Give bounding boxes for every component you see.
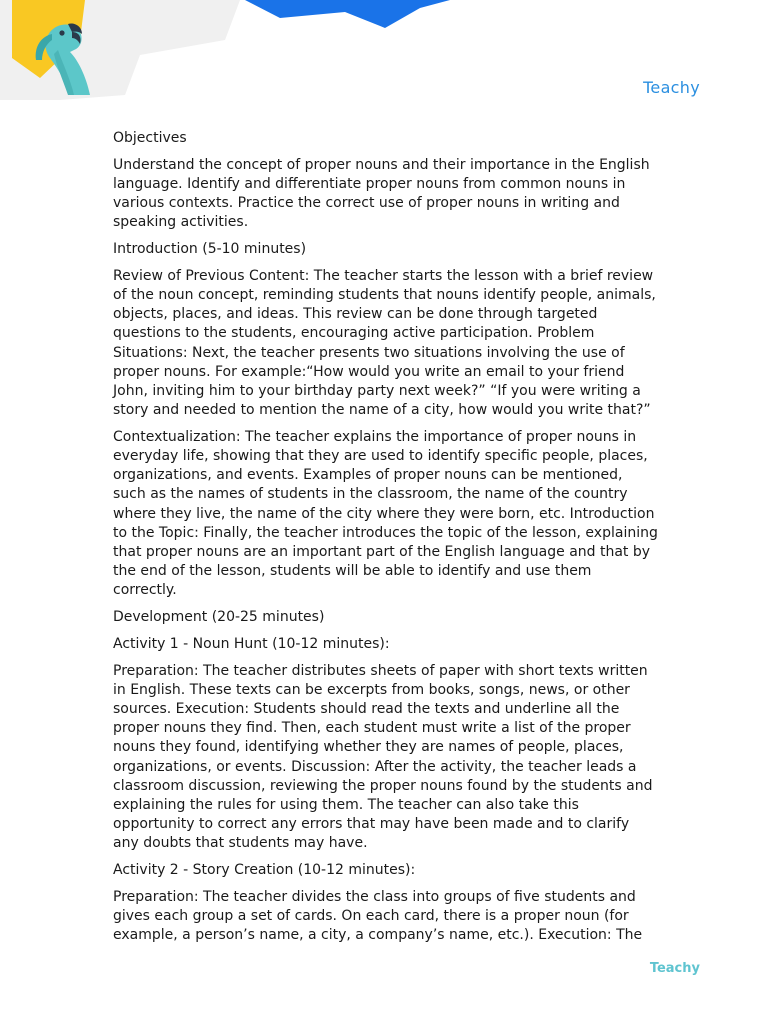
brand-name-footer: Teachy: [649, 961, 700, 976]
section-heading-development: Development (20-25 minutes): [113, 609, 325, 626]
section-heading-objectives: Objectives: [113, 130, 187, 146]
paragraph-objectives: Understand the concept of proper nouns and their importance in the English language. Identify and differentiate proper nouns from common nouns in various contexts. Practice the correct use of proper nouns in writing and speaking activities.: [113, 156, 650, 231]
activity-heading-1: Activity 1 - Noun Hunt (10-12 minutes):: [113, 635, 390, 652]
paragraph-activity-2: Preparation: The teacher divides the class into groups of five students and gives each group a set of cards. On each card, there is a proper noun (for example, a person’s name, a city, a company’s name, etc.). Execution: The: [113, 888, 643, 944]
paragraph-contextualization: Contextualization: The teacher explains the importance of proper nouns in everyday life, showing that they are used to identify specific people, places, organizations, and events. Examples of proper nouns can be mentioned, such as the names of students in the classroom, the name of the country where they live, the name of the city where they were born, etc. Introduction to the Topic: Finally, the teacher introduces the topic of the lesson, explaining that proper nouns are an important part of the English language and that by the end of the lesson, students will be able to identify and use them correctly.: [113, 428, 658, 599]
section-heading-introduction: Introduction (5-10 minutes): [113, 241, 307, 258]
blue-shape: [245, 0, 450, 28]
activity-heading-2: Activity 2 - Story Creation (10-12 minutes):: [113, 862, 416, 879]
paragraph-activity-1: Preparation: The teacher distributes sheets of paper with short texts written in English. These texts can be excerpts from books, songs, news, or other sources. Execution: Students should read the texts and underline all the proper nouns they find. Then, each student must write a list of the proper nouns they found, identifying whether they are names of people, places, organizations, or events. Discussion: After the activity, the teacher leads a classroom discussion, reviewing the proper nouns found by the students and explaining the rules for using them. The teacher can also take this opportunity to correct any errors that may have been made and to clarify any doubts that students may have.: [113, 662, 653, 852]
document-body: [113, 129, 658, 953]
brand-name-top: Teachy: [643, 78, 700, 97]
paragraph-review: Review of Previous Content: The teacher starts the lesson with a brief review of the noun concept, reminding students that nouns identify people, animals, objects, places, and ideas. This review can be done through targeted questions to the students, encouraging active participation. Problem Situations: Next, the teacher presents two situations involving the use of proper nouns. For example:“How would you write an email to your friend John, inviting him to your birthday party next week?” “If you were writing a story and needed to mention the name of a city, how would you write that?”: [113, 267, 656, 419]
